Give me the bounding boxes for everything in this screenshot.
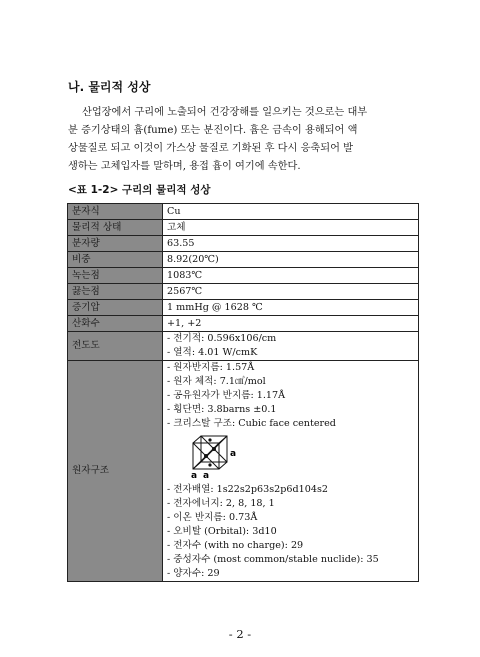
table-row [68,300,419,316]
list-item: - 양자수: 29 [167,568,220,579]
list-item: - 횡단면: 3.8barns ±0.1 [167,404,277,415]
row-label: 끓는점 [68,284,163,300]
table-caption: <표 1-2> 구리의 물리적 성상 [68,184,211,196]
table-row-atomic-structure [68,361,419,582]
row-label: 분자식 [68,204,163,220]
row-value: 2567℃ [163,284,419,300]
row-value: +1, +2 [163,316,419,332]
list-item: - 원자반지름: 1.57Å [167,362,255,373]
list-item: - 원자 체적: 7.1㎤/mol [167,376,266,387]
row-label: 녹는점 [68,268,163,284]
list-item: - 이온 반지름: 0.73Å [167,512,258,523]
row-value: 63.55 [163,236,419,252]
list-item: - 중성자수 (most common/stable nuclide): 35 [167,554,379,565]
row-label: 산화수 [68,316,163,332]
section-title: 나. 물리적 성상 [68,80,151,94]
body-paragraph [68,104,420,176]
fcc-crystal-diagram [167,431,414,479]
row-label: 분자량 [68,236,163,252]
cubic-crystal-icon [183,431,253,479]
row-label: 전도도 [68,332,163,361]
table-row [68,236,419,252]
crystal-label-a: a [191,471,198,479]
row-value [163,361,419,582]
paragraph-line: 산업장에서 구리에 노출되어 건강장해를 일으키는 것으로는 대부 [82,107,368,118]
list-item: - 오비탈 (Orbital): 3d10 [167,526,277,537]
list-item: - 공유원자가 반지름: 1.17Å [167,390,286,401]
list-item: - 전자수 (with no charge): 29 [167,540,304,551]
table-row [68,268,419,284]
table-row [68,220,419,236]
paragraph-line: 생하는 고체입자를 말하며, 용접 흄이 여기에 속한다. [68,161,301,172]
table-row-conductivity [68,332,419,361]
row-value: 1083℃ [163,268,419,284]
physical-properties-table [67,203,419,582]
row-value [163,332,419,361]
table-row [68,252,419,268]
paragraph-line: 분 증기상태의 흄(fume) 또는 분진이다. 흄은 금속이 용해되어 액 [68,125,358,136]
row-label: 증기압 [68,300,163,316]
paragraph-line: 상물질로 되고 이것이 가스상 물질로 기화된 후 다시 응축되어 발 [68,143,354,154]
page-number: - 2 - [228,627,252,641]
list-item: - 전기적: 0.596x106/cm [167,333,277,344]
row-value: Cu [163,204,419,220]
table-row [68,204,419,220]
row-value: 1 mmHg @ 1628 ℃ [163,300,419,316]
row-label: 비중 [68,252,163,268]
list-item: - 열적: 4.01 W/cmK [167,347,258,358]
row-label: 물리적 상태 [68,220,163,236]
list-item: - 전자에너지: 2, 8, 18, 1 [167,498,275,509]
row-value: 8.92(20℃) [163,252,419,268]
list-item: - 전자배열: 1s22s2p63s2p6d104s2 [167,484,329,495]
row-label: 원자구조 [68,361,163,582]
table-row [68,284,419,300]
row-value: 고체 [163,220,419,236]
table-row [68,316,419,332]
list-item: - 크리스탈 구조: Cubic face centered [167,418,336,429]
crystal-label-a: a [203,471,210,479]
crystal-label-a: a [230,449,237,459]
